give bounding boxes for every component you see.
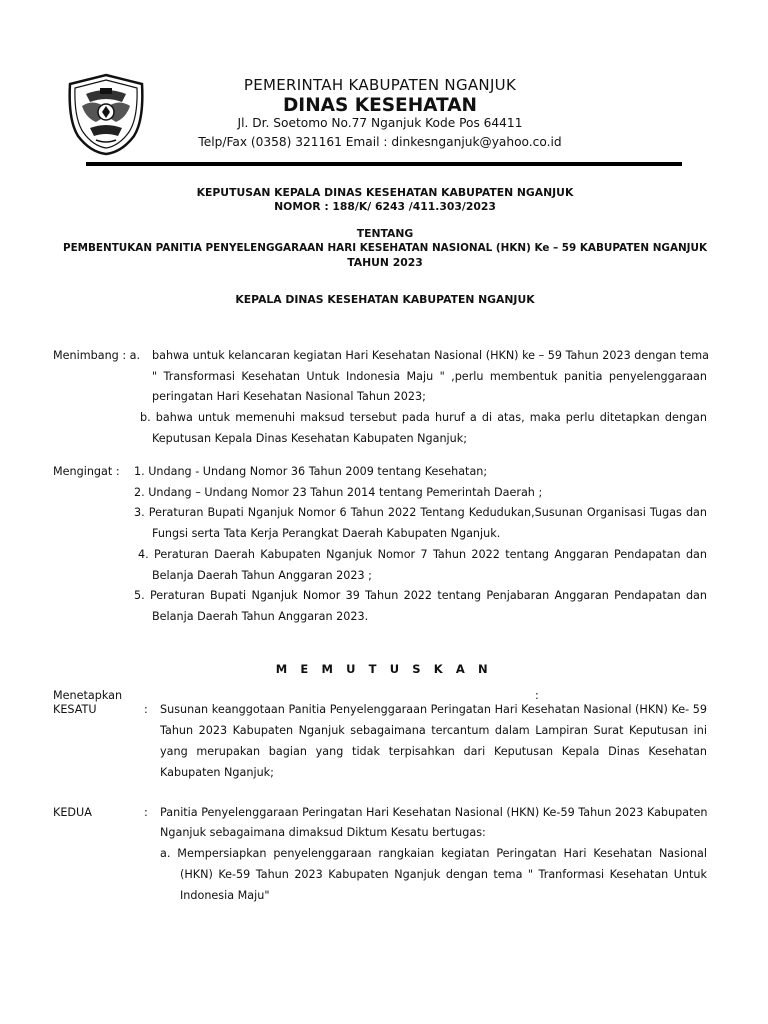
decree-title: KEPUTUSAN KEPALA DINAS KESEHATAN KABUPATEN NGANJUK	[196, 186, 574, 199]
kedua-a-line3: Indonesia Maju"	[180, 889, 270, 902]
kedua-label: KEDUA	[53, 806, 92, 819]
decision-heading: M E M U T U S K A N	[275, 662, 493, 676]
menimbang-a-line2: " Transformasi Kesehatan Untuk Indonesia Maju " ,perlu membentuk panitia penyelenggaraan	[152, 370, 707, 383]
mengingat-item-1: 1. Undang - Undang Nomor 36 Tahun 2009 tentang Kesehatan;	[134, 465, 488, 478]
decree-authority: KEPALA DINAS KESEHATAN KABUPATEN NGANJUK	[235, 293, 535, 306]
decree-subject-line1: PEMBENTUKAN PANITIA PENYELENGGARAAN HARI KESEHATAN NASIONAL (HKN) Ke – 59 KABUPATEN NGANJUK	[62, 242, 708, 254]
agency-contact: Telp/Fax (0358) 321161 Email : dinkesnganjuk@yahoo.co.id	[198, 135, 562, 149]
kesatu-line1: Susunan keanggotaan Panitia Penyelenggaraan Peringatan Hari Kesehatan Nasional (HKN) Ke- 59	[160, 703, 707, 716]
menetapkan-colon: :	[535, 689, 539, 702]
mengingat-item-5-line1: 5. Peraturan Bupati Nganjuk Nomor 39 Tahun 2022 tentang Penjabaran Anggaran Pendapatan dan	[134, 589, 707, 602]
kesatu-colon: :	[144, 703, 148, 716]
menimbang-b-line2: Keputusan Kepala Dinas Kesehatan Kabupaten Nganjuk;	[152, 432, 467, 445]
menimbang-b-line1: b. bahwa untuk memenuhi maksud tersebut pada huruf a di atas, maka perlu ditetapkan dengan	[140, 411, 707, 424]
kesatu-label: KESATU	[53, 703, 97, 716]
mengingat-item-3-line1: 3. Peraturan Bupati Nganjuk Nomor 6 Tahun 2022 Tentang Kedudukan,Susunan Organisasi Tugas dan	[134, 506, 707, 519]
kedua-a-line2: (HKN) Ke-59 Tahun 2023 Kabupaten Nganjuk dengan tema " Tranformasi Kesehatan Untuk	[180, 868, 707, 881]
government-name: PEMERINTAH KABUPATEN NGANJUK	[243, 76, 517, 94]
mengingat-label: Mengingat :	[53, 465, 120, 478]
kedua-a-line1: a. Mempersiapkan penyelenggaraan rangkaian kegiatan Peringatan Hari Kesehatan Nasional	[160, 847, 707, 860]
menetapkan-label: Menetapkan	[53, 689, 123, 702]
menimbang-a-line1: bahwa untuk kelancaran kegiatan Hari Kesehatan Nasional (HKN) ke – 59 Tahun 2023 dengan tema	[152, 349, 709, 362]
kesatu-line3: yang merupakan bagian yang tidak terpisahkan dari Keputusan Kepala Dinas Kesehatan	[160, 745, 707, 758]
kedua-line1: Panitia Penyelenggaraan Peringatan Hari Kesehatan Nasional (HKN) Ke-59 Tahun 2023 Kabupaten	[160, 806, 708, 819]
decree-number: NOMOR : 188/K/ 6243 /411.303/2023	[274, 200, 496, 213]
kesatu-line2: Tahun 2023 Kabupaten Nganjuk sebagaimana tercantum dalam Lampiran Surat Keputusan ini	[160, 724, 707, 737]
letterhead-divider	[86, 162, 682, 166]
mengingat-item-5-line2: Belanja Daerah Tahun Anggaran 2023.	[152, 610, 369, 623]
mengingat-item-4-line1: 4. Peraturan Daerah Kabupaten Nganjuk Nomor 7 Tahun 2022 tentang Anggaran Pendapatan dan	[138, 548, 707, 561]
kedua-line2: Nganjuk sebagaimana dimaksud Diktum Kesatu bertugas:	[160, 826, 486, 839]
agency-name: DINAS KESEHATAN	[282, 95, 478, 116]
kesatu-line4: Kabupaten Nganjuk;	[160, 766, 274, 779]
about-label: TENTANG	[356, 227, 414, 240]
regency-emblem	[64, 72, 148, 156]
mengingat-item-4-line2: Belanja Daerah Tahun Anggaran 2023 ;	[152, 569, 372, 582]
kedua-colon: :	[144, 806, 148, 819]
menimbang-a-line3: peringatan Hari Kesehatan Nasional Tahun 2023;	[152, 390, 426, 403]
mengingat-item-3-line2: Fungsi serta Tata Kerja Perangkat Daerah Kabupaten Nganjuk.	[152, 527, 501, 540]
decree-subject-line2: TAHUN 2023	[347, 256, 423, 269]
mengingat-item-2: 2. Undang – Undang Nomor 23 Tahun 2014 tentang Pemerintah Daerah ;	[134, 486, 543, 499]
agency-address: Jl. Dr. Soetomo No.77 Nganjuk Kode Pos 64411	[237, 116, 523, 130]
menimbang-label: Menimbang : a.	[53, 349, 141, 362]
